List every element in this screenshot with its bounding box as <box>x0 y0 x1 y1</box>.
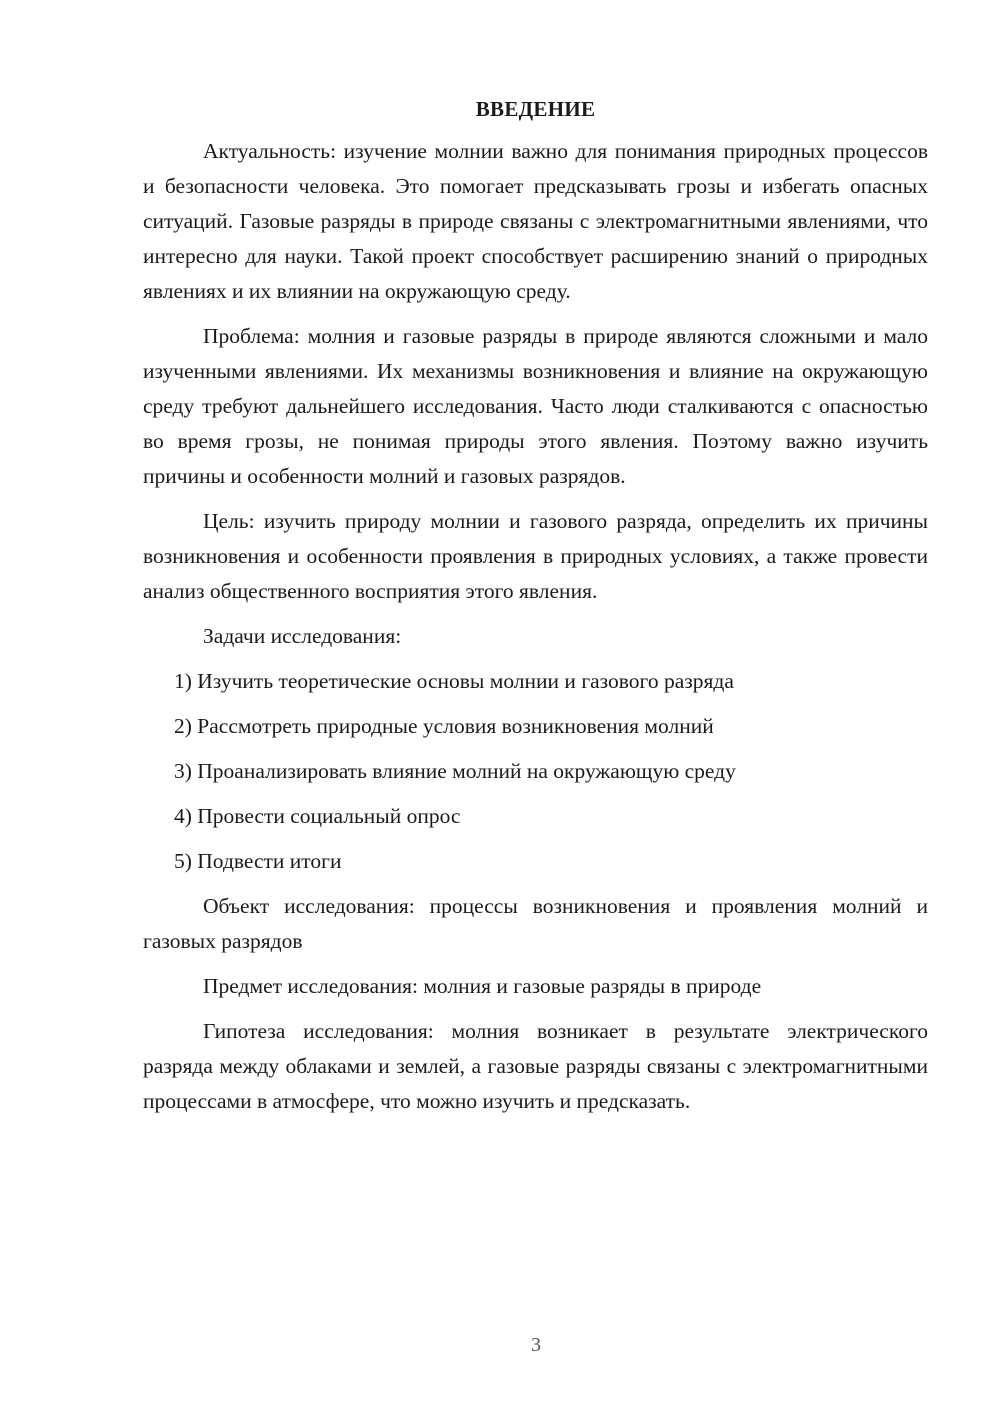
task-item: 3) Проанализировать влияние молний на окружающую среду <box>174 759 736 783</box>
page-title: ВВЕДЕНИЕ <box>475 97 596 121</box>
research-subject-paragraph: Предмет исследования: молния и газовые разряды в природе <box>203 974 762 998</box>
task-item: 5) Подвести итоги <box>174 849 342 873</box>
task-item: 4) Провести социальный опрос <box>174 804 461 828</box>
problem-paragraph: Проблема: молния и газовые разряды в природе являются сложными и мало изученными явлениями. Их механизмы возникновения и влияние на окружающую среду требуют дальнейшего исследования. Часто люди сталкиваются с опасностью во время грозы, не понимая природы этого явления. Поэтому важно изучить причины и особенности молний и газовых разрядов. <box>143 324 928 488</box>
goal-paragraph: Цель: изучить природу молнии и газового разряда, определить их причины возникновения и особенности проявления в природных условиях, а также провести анализ общественного восприятия этого явления. <box>143 509 928 603</box>
relevance-paragraph: Актуальность: изучение молнии важно для понимания природных процессов и безопасности человека. Это помогает предсказывать грозы и избегать опасных ситуаций. Газовые разряды в природе связаны с электромагнитными явлениями, что интересно для науки. Такой проект способствует расширению знаний о природных явлениях и их влиянии на окружающую среду. <box>143 139 928 303</box>
research-object-paragraph: Объект исследования: процессы возникновения и проявления молний и газовых разрядов <box>143 894 928 953</box>
tasks-heading: Задачи исследования: <box>203 624 402 648</box>
page-content <box>143 92 928 1129</box>
task-item: 2) Рассмотреть природные условия возникновения молний <box>174 714 714 738</box>
page-number: 3 <box>531 1334 541 1356</box>
task-item: 1) Изучить теоретические основы молнии и газового разряда <box>174 669 734 693</box>
hypothesis-paragraph: Гипотеза исследования: молния возникает в результате электрического разряда между облаками и землей, а газовые разряды связаны с электромагнитными процессами в атмосфере, что можно изучить и предсказать. <box>143 1019 928 1113</box>
tasks-list <box>143 664 928 879</box>
